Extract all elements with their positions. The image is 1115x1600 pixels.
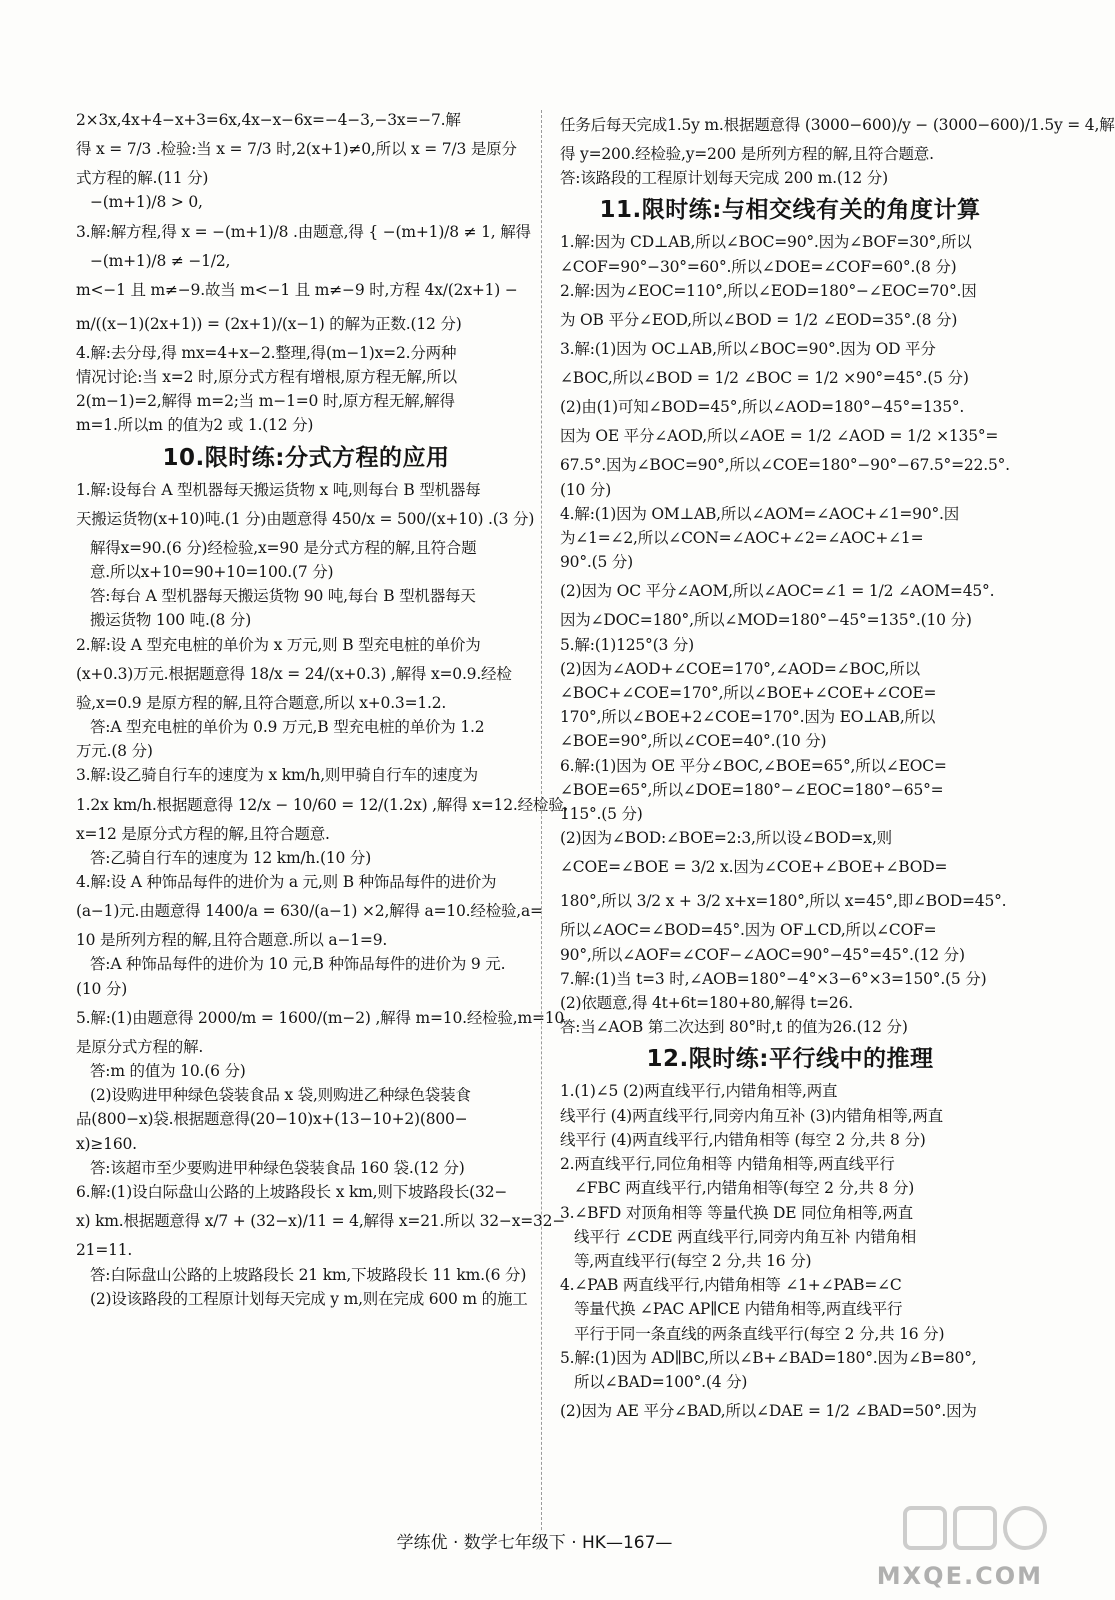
text-line: 2.解:因为∠EOC=110°,所以∠EOD=180°−∠EOC=70°.因 (560, 281, 977, 300)
text-line: 4.解:去分母,得 mx=4+x−2.整理,得(m−1)x=2.分两种 (76, 343, 457, 362)
text-line: 115°.(5 分) (560, 805, 643, 824)
text-line: x)≥160. (76, 1134, 137, 1153)
text-line: −(m+1)/8 > 0, (90, 193, 203, 212)
text-line: 答:当∠AOB 第二次达到 80°时,t 的值为26.(12 分) (560, 1018, 908, 1037)
text-line: 所以∠AOC=∠BOD=45°.因为 OF⊥CD,所以∠COF= (560, 921, 937, 940)
text-line: (2)设该路段的工程原计划每天完成 y m,则在完成 600 m 的施工 (90, 1289, 528, 1308)
text-line: 因为 OE 平分∠AOD,所以∠AOE = 1/2 ∠AOD = 1/2 ×135°= (560, 427, 999, 446)
text-line: 解得x=90.(6 分)经检验,x=90 是分式方程的解,且符合题 (90, 538, 477, 557)
text-line: 式方程的解.(11 分) (76, 169, 209, 188)
text-line: 等,两直线平行(每空 2 分,共 16 分) (574, 1251, 812, 1270)
section-heading: 11.限时练:与相交线有关的角度计算 (599, 197, 981, 224)
text-line: 答:该路段的工程原计划每天完成 200 m.(12 分) (560, 169, 888, 188)
text-line: −(m+1)/8 ≠ −1/2, (90, 251, 231, 270)
page-footer: 学练优 · 数学七年级下 · HK—167— (396, 1533, 673, 1553)
watermark-text: MXQE.COM (876, 1562, 1043, 1590)
text-line: (2)由(1)可知∠BOD=45°,所以∠AOD=180°−45°=135°. (560, 398, 965, 417)
text-line: 3.∠BFD 对顶角相等 等量代换 DE 同位角相等,两直 (560, 1203, 913, 1222)
text-line: 3.解:解方程,得 x = −(m+1)/8 .由题意,得 { −(m+1)/8 ≠ 1, 解得 (76, 222, 531, 241)
text-line: ∠BOC,所以∠BOD = 1/2 ∠BOC = 1/2 ×90°=45°.(5 分) (560, 369, 969, 388)
text-line: 1.2x km/h.根据题意得 12/x − 10/60 = 12/(1.2x) ,解得 x=12.经检验, (76, 795, 569, 814)
text-line: 2(m−1)=2,解得 m=2;当 m−1=0 时,原方程无解,解得 (76, 392, 455, 411)
text-line: 1.(1)∠5 (2)两直线平行,内错角相等,两直 (560, 1082, 838, 1101)
section-heading: 12.限时练:平行线中的推理 (646, 1046, 934, 1073)
text-line: m=1.所以m 的值为2 或 1.(12 分) (76, 416, 314, 435)
text-line: 10 是所列方程的解,且符合题意.所以 a−1=9. (76, 931, 388, 950)
text-line: 答:该超市至少要购进甲种绿色袋装食品 160 袋.(12 分) (90, 1158, 465, 1177)
text-line: 180°,所以 3/2 x + 3/2 x+x=180°,所以 x=45°,即∠BOD=45°. (560, 892, 1007, 911)
text-line: 90°.(5 分) (560, 553, 633, 572)
text-line: 答:A 型充电桩的单价为 0.9 万元,B 型充电桩的单价为 1.2 (90, 718, 485, 737)
text-line: 答:A 种饰品每件的进价为 10 元,B 种饰品每件的进价为 9 元. (90, 955, 506, 974)
text-line: x=12 是原分式方程的解,且符合题意. (76, 824, 330, 843)
text-line: 6.解:(1)设白际盘山公路的上坡路段长 x km,则下坡路段长(32− (76, 1183, 508, 1202)
text-line: 意.所以x+10=90+10=100.(7 分) (90, 563, 334, 582)
text-line: ∠BOE=90°,所以∠COE=40°.(10 分) (560, 732, 827, 751)
text-line: 因为∠DOC=180°,所以∠MOD=180°−45°=135°.(10 分) (560, 611, 972, 630)
text-line: ∠COE=∠BOE = 3/2 x.因为∠COE+∠BOE+∠BOD= (560, 858, 948, 877)
text-line: (2)设购进甲种绿色袋装食品 x 袋,则购进乙种绿色袋装食 (90, 1086, 471, 1105)
text-line: (10 分) (560, 480, 612, 499)
text-line: (2)因为 AE 平分∠BAD,所以∠DAE = 1/2 ∠BAD=50°.因为 (560, 1402, 977, 1421)
text-line: 线平行 (4)两直线平行,内错角相等 (每空 2 分,共 8 分) (560, 1130, 926, 1149)
text-line: 为∠1=∠2,所以∠CON=∠AOC+∠2=∠AOC+∠1= (560, 529, 924, 548)
text-line: ∠FBC 两直线平行,内错角相等(每空 2 分,共 8 分) (574, 1179, 915, 1198)
text-line: 3.解:(1)因为 OC⊥AB,所以∠BOC=90°.因为 OD 平分 (560, 340, 936, 359)
text-line: 2.两直线平行,同位角相等 内错角相等,两直线平行 (560, 1155, 895, 1174)
text-line: (2)因为∠AOD+∠COE=170°,∠AOD=∠BOC,所以 (560, 659, 920, 678)
text-line: (2)因为∠BOD:∠BOE=2:3,所以设∠BOD=x,则 (560, 829, 892, 848)
text-line: ∠BOE=65°,所以∠DOE=180°−∠EOC=180°−65°= (560, 780, 944, 799)
text-line: (a−1)元.由题意得 1400/a = 630/(a−1) ×2,解得 a=10.经检验,a= (76, 902, 543, 921)
text-line: 验,x=0.9 是原方程的解,且符合题意,所以 x+0.3=1.2. (76, 693, 447, 712)
text-line: (x+0.3)万元.根据题意得 18/x = 24/(x+0.3) ,解得 x=0.9.经检 (76, 664, 512, 683)
text-line: 所以∠BAD=100°.(4 分) (574, 1372, 748, 1391)
text-line: (2)因为 OC 平分∠AOM,所以∠AOC=∠1 = 1/2 ∠AOM=45°. (560, 582, 995, 601)
column-divider (541, 110, 542, 1530)
text-line: 1.解:因为 CD⊥AB,所以∠BOC=90°.因为∠BOF=30°,所以 (560, 233, 972, 252)
text-line: 答:m 的值为 10.(6 分) (90, 1062, 246, 1081)
text-line: 万元.(8 分) (76, 742, 153, 761)
text-line: 得 y=200.经检验,y=200 是所列方程的解,且符合题意. (560, 145, 934, 163)
text-line: (10 分) (76, 979, 128, 998)
text-line: 5.解:(1)由题意得 2000/m = 1600/(m−2) ,解得 m=10.经检验,m=10 (76, 1008, 565, 1027)
text-line: 天搬运货物(x+10)吨.(1 分)由题意得 450/x = 500/(x+10) .(3 分) (76, 509, 535, 528)
text-line: 得 x = 7/3 .检验:当 x = 7/3 时,2(x+1)≠0,所以 x = 7/3 是原分 (76, 140, 517, 159)
text-line: 线平行 (4)两直线平行,同旁内角互补 (3)内错角相等,两直 (560, 1106, 943, 1125)
text-line: 线平行 ∠CDE 两直线平行,同旁内角互补 内错角相 (574, 1227, 917, 1246)
text-line: 2.解:设 A 型充电桩的单价为 x 万元,则 B 型充电桩的单价为 (76, 635, 481, 654)
text-line: 6.解:(1)因为 OE 平分∠BOC,∠BOE=65°,所以∠EOC= (560, 756, 947, 775)
text-line: 4.解:设 A 种饰品每件的进价为 a 元,则 B 种饰品每件的进价为 (76, 873, 497, 892)
text-line: 1.解:设每台 A 型机器每天搬运货物 x 吨,则每台 B 型机器每 (76, 480, 481, 499)
text-line: 3.解:设乙骑自行车的速度为 x km/h,则甲骑自行车的速度为 (76, 766, 478, 785)
text-line: 67.5°.因为∠BOC=90°,所以∠COE=180°−90°−67.5°=22.5°. (560, 456, 1010, 475)
text-line: 平行于同一条直线的两条直线平行(每空 2 分,共 16 分) (574, 1324, 945, 1343)
text-line: 5.解:(1)125°(3 分) (560, 635, 694, 654)
text-line: 搬运货物 100 吨.(8 分) (90, 611, 252, 630)
left-column (76, 108, 569, 1311)
text-line: m/((x−1)(2x+1)) = (2x+1)/(x−1) 的解为正数.(12 分) (76, 314, 462, 333)
text-line: 情况讨论:当 x=2 时,原分式方程有增根,原方程无解,所以 (76, 368, 457, 387)
text-line: 90°,所以∠AOF=∠COF−∠AOC=90°−45°=45°.(12 分) (560, 945, 965, 964)
text-line: 等量代换 ∠PAC AP∥CE 内错角相等,两直线平行 (574, 1300, 903, 1319)
text-line: 7.解:(1)当 t=3 时,∠AOB=180°−4°×3−6°×3=150°.(5 分) (560, 969, 987, 988)
text-line: 4.解:(1)因为 OM⊥AB,所以∠AOM=∠AOC+∠1=90°.因 (560, 504, 960, 523)
text-line: x) km.根据题意得 x/7 + (32−x)/11 = 4,解得 x=21.所以 32−x=32− (76, 1212, 566, 1231)
section-heading: 10.限时练:分式方程的应用 (162, 444, 450, 471)
text-line: 答:每台 A 型机器每天搬运货物 90 吨,每台 B 型机器每天 (90, 587, 476, 606)
text-line: 2×3x,4x+4−x+3=6x,4x−x−6x=−4−3,−3x=−7.解 (76, 111, 461, 129)
text-line: 答:乙骑自行车的速度为 12 km/h.(10 分) (90, 848, 372, 867)
text-line: m<−1 且 m≠−9.故当 m<−1 且 m≠−9 时,方程 4x/(2x+1) − (76, 280, 518, 299)
text-line: 是原分式方程的解. (76, 1037, 204, 1056)
text-line: 4.∠PAB 两直线平行,内错角相等 ∠1+∠PAB=∠C (560, 1276, 902, 1295)
text-line: 答:白际盘山公路的上坡路段长 21 km,下坡路段长 11 km.(6 分) (90, 1265, 527, 1284)
text-line: 21=11. (76, 1241, 133, 1260)
text-line: ∠BOC+∠COE=170°,所以∠BOE+∠COE+∠COE= (560, 684, 937, 703)
text-line: ∠COF=90°−30°=60°.所以∠DOE=∠COF=60°.(8 分) (560, 257, 957, 276)
text-line: 5.解:(1)因为 AD∥BC,所以∠B+∠BAD=180°.因为∠B=80°, (560, 1348, 977, 1367)
text-line: 为 OB 平分∠EOD,所以∠BOD = 1/2 ∠EOD=35°.(8 分) (560, 311, 958, 330)
text-line: (2)依题意,得 4t+6t=180+80,解得 t=26. (560, 994, 853, 1013)
text-line: 170°,所以∠BOE+2∠COE=170°.因为 EO⊥AB,所以 (560, 708, 936, 727)
text-line: 品(800−x)袋.根据题意得(20−10)x+(13−10+2)(800− (76, 1110, 468, 1129)
text-line: 任务后每天完成1.5y m.根据题意得 (3000−600)/y − (3000−600)/1.5y = 4,解 (560, 116, 1115, 134)
right-column (560, 108, 1115, 1428)
